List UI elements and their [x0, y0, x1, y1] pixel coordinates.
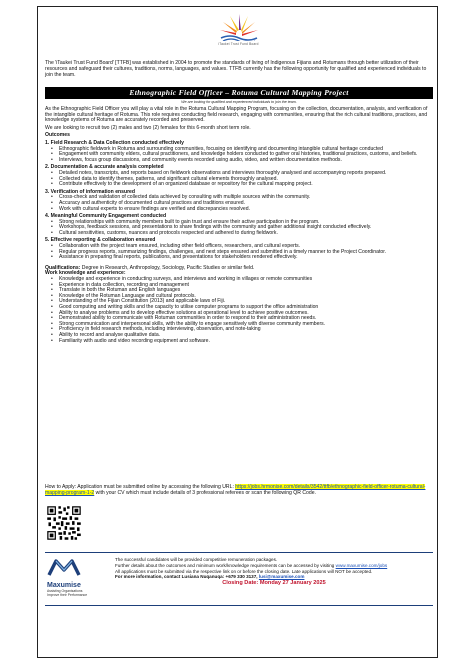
work-list	[45, 277, 433, 344]
list-item: • Translate in both the Rotuman and English languages	[59, 288, 433, 294]
footer-text	[115, 557, 433, 587]
section-title: 5. Effective reporting & collaboration ensured	[45, 237, 156, 244]
footer-line-1: The successful candidates will be provided competitive remuneration packages.	[115, 557, 278, 562]
list-item: • Familiarity with audio and video recording equipment and software.	[59, 339, 433, 345]
section-title: 4. Meaningful Community Engagement conducted	[45, 213, 167, 220]
list-item: • Understanding of the Fijian Constitution (2013) and applicable laws of Fiji.	[59, 299, 433, 305]
outcomes-heading: Outcomes	[45, 132, 70, 139]
job-title-banner: Ethnographic Field Officer – Rotuma Cultural Mapping Project	[45, 87, 433, 99]
section-3	[45, 190, 433, 212]
maxumise-tagline-2: Improve their Performance	[47, 593, 88, 597]
section-1	[45, 141, 433, 163]
logo-caption: iTaukei Trust Fund Board	[218, 42, 259, 46]
footer-line-2	[115, 563, 433, 569]
list-item: • Accuracy and authenticity of documented cultural practices and traditions ensured.	[59, 201, 433, 207]
list-item: • Regular progress reports, summarizing findings, challenges, and next steps ensured and submitted in a timely manner to the Project Coordinator.	[59, 250, 433, 256]
list-item: • Strong communication and interpersonal skills, with the ability to engage sensitively with diverse community members.	[59, 322, 433, 328]
list-item: • Knowledge and experience in conducting surveys, and interviews and working in villages or remote communities	[59, 277, 433, 283]
list-item: • Experience in data collection, recording and management	[59, 283, 433, 289]
section-title: 2. Documentation & accurate analysis completed	[45, 164, 164, 171]
sunburst-logo-icon	[217, 13, 261, 41]
list-item: • Knowledge of the Rotuman Language and cultural protocols.	[59, 294, 433, 300]
list-item: • Cross-check and validation of collected data achieved by consulting with multiple sources within the community.	[59, 195, 433, 201]
job-body	[45, 107, 433, 344]
jobs-link[interactable]: www.maxumise.com/jobs	[335, 562, 388, 568]
job-advert-page	[37, 6, 438, 658]
list-item: • Collaboration with the project team ensured, including other field officers, researchers, and cultural experts.	[59, 244, 433, 250]
qualifications-label: Qualifications:	[45, 264, 81, 271]
list-item: • Ethnographic fieldwork in Rotuma and surrounding communities, focusing on identifying and documenting intangible cultural heritage conducted	[59, 147, 433, 153]
how-to-apply	[45, 484, 433, 496]
recruit-note: We are looking to recruit two (2) males and two (2) females for this 6-month short term role.	[45, 124, 251, 131]
footer-line-3: All applications must be submitted via the respective link on or before the closing date. Late applications will NOT be accepted.	[115, 568, 373, 574]
list-item: • Proficiency in field research methods, including interviewing, observation, and note-taking	[59, 327, 433, 333]
maxumise-name: Maxumise	[47, 582, 81, 589]
maxumise-logo-icon	[47, 558, 81, 576]
closing-date: Closing Date: Monday 27 January 2025	[222, 580, 326, 587]
contact-text: For more information, contact Lusiana Nuqanuqa: +679 330 3137,	[115, 574, 259, 580]
list-item: • Ability to analyse problems and to develop effective solutions at operational level to achieve positive outcomes.	[59, 311, 433, 317]
apply-prefix: How to Apply: Application must be submitted online by accessing the following URL:	[45, 484, 236, 490]
list-item: • Work with cultural experts to ensure findings are verified and discrepancies resolved.	[59, 207, 433, 213]
list-item: • Good computing and writing skills and the capacity to utilise computer programs to support the office administration	[59, 305, 433, 311]
list-item: • Cultural sensitivities, customs, nuances and protocols respected and adhered to during fieldwork.	[59, 231, 433, 237]
list-item: • Demonstrated ability to communicate with Rotuman communities in order to respond to their administration needs.	[59, 316, 433, 322]
qualifications-text: Degree in Research, Anthropology, Sociology, Pacific Studies or similar field.	[80, 264, 255, 271]
role-intro: As the Ethnographic Field Officer you will play a vital role in the Rotuma Cultural Mapping Program, focusing on the collection, documentation, analysis, and verification of the intangible cultural heritage of Rotuma. This role requires conducting field research, engaging with communities, ensuring that the rich cultural traditions, practices, and knowledge systems of Rotuma are accurately recorded and preserved.	[45, 106, 428, 124]
contact-email-link[interactable]: lusi@maxumise.com	[258, 574, 305, 580]
ttfb-logo	[38, 13, 439, 46]
list-item: • Collected data to identify themes, patterns, and significant cultural elements thoroughly analysed.	[59, 177, 433, 183]
section-4	[45, 214, 433, 236]
list-item: • Contribute effectively to the development of an organized database or repository for the cultural mapping project.	[59, 182, 433, 188]
list-item: • Engagement with community elders, cultural practitioners, and knowledge holders conducted to gather oral histories, traditional practices, customs, and beliefs.	[59, 152, 433, 158]
work-heading: Work knowledge and experience:	[45, 270, 126, 277]
list-item: • Workshops, feedback sessions, and presentations to share findings with the community and gather additional insight conducted effectively.	[59, 225, 433, 231]
footer	[45, 552, 433, 606]
qr-code[interactable]	[46, 505, 82, 541]
maxumise-tagline-1: Assisting Organisations	[47, 589, 83, 593]
apply-url-link[interactable]: https://jobs.hrmonise.com/details/3542/ttfb/ethnographic-field-officer-rotuma-cultural-mapping-program-1-2	[45, 484, 426, 496]
list-item: • Detailed notes, transcripts, and reports based on fieldwork observations and interviews thoroughly analysed and accompanying reports prepared.	[59, 171, 433, 177]
section-2	[45, 165, 433, 187]
list-item: • Assistance in preparing final reports, publications, and presentations for stakeholders rendered effectively.	[59, 255, 433, 261]
list-item: • Ability to record and analyse qualitative data.	[59, 333, 433, 339]
footer-line-2-text: Further details about the outcomes and minimum work/knowledge requirements can be accessed by visiting	[115, 562, 336, 568]
list-item: • Interviews, focus group discussions, and community events recorded using audio, video, and written documentation methods.	[59, 158, 433, 164]
section-title: 1. Field Research & Data Collection conducted effectively	[45, 139, 184, 146]
section-5	[45, 238, 433, 260]
apply-suffix: with your CV which must include details of 3 professional referees or scan the following QR Code.	[94, 490, 316, 496]
intro-paragraph: The 'iTaukei Trust Fund Board' [TTFB] was established in 2004 to promote the standards of living of Indigenous Fijians and Rotumans through better utilization of their resources and safeguard their cultures, traditions, norms, languages, and values. TTFB currently has the following opportunity for qualified and experienced individuals to join the team.	[45, 60, 427, 79]
list-item: • Strong relationships with community members built to gain trust and ensure their active participation in the program.	[59, 220, 433, 226]
tagline: We are looking for qualified and experienced individuals to join the team.	[181, 100, 297, 104]
section-title: 3. Verification of information ensured	[45, 188, 136, 195]
maxumise-logo	[47, 558, 107, 597]
